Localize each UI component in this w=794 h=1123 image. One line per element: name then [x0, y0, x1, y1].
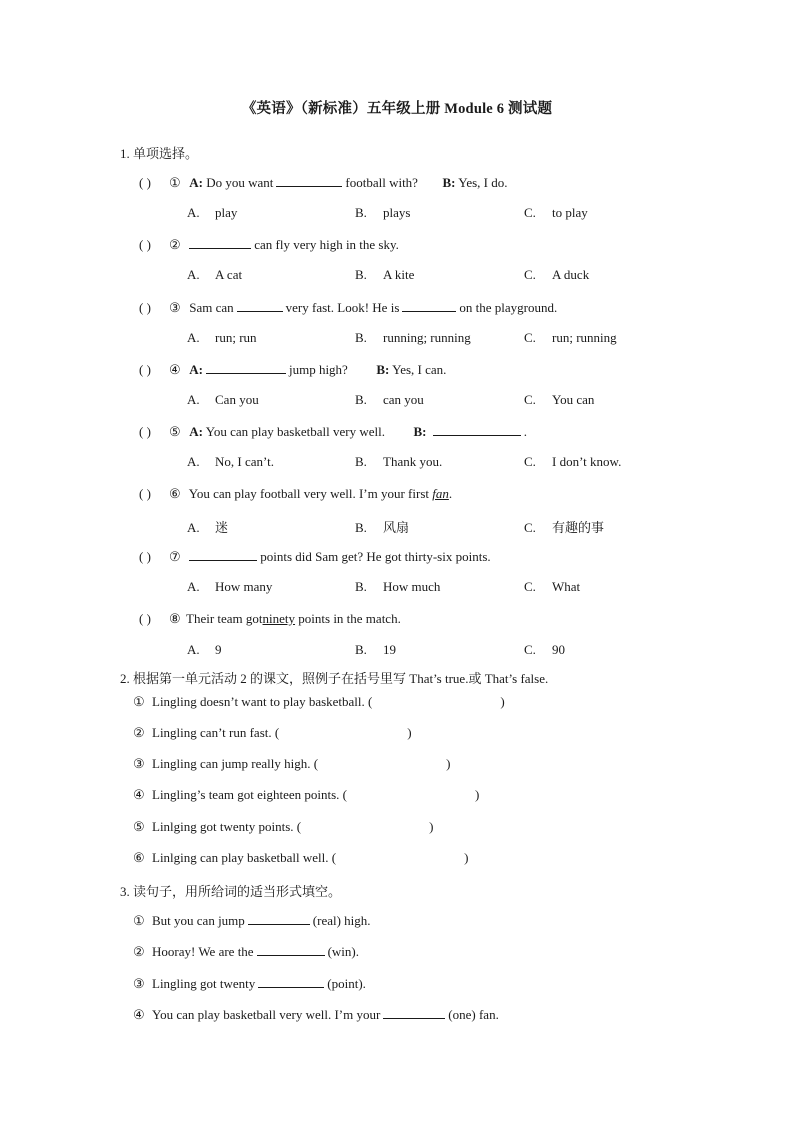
- option-letter: A.: [187, 642, 200, 657]
- speaker-b: B:: [442, 175, 456, 190]
- speaker-b: B:: [376, 362, 390, 377]
- fill-blank[interactable]: [383, 1006, 445, 1019]
- fill-blank[interactable]: [257, 943, 325, 956]
- option-letter: C.: [524, 520, 536, 535]
- item-text: Lingling can’t run fast. (: [152, 725, 280, 740]
- underlined-word: ninety: [262, 611, 296, 626]
- option-letter: B.: [355, 520, 367, 535]
- option-b[interactable]: [355, 205, 410, 221]
- fill-in-item-3: [133, 975, 366, 992]
- true-false-item-2: [133, 725, 412, 741]
- question-number: ⑧: [169, 611, 181, 626]
- option-letter: B.: [355, 205, 367, 220]
- true-false-item-6: [133, 850, 468, 866]
- option-text: Thank you.: [383, 454, 443, 469]
- speaker-a: A:: [189, 175, 203, 190]
- item-number: ④: [133, 787, 145, 802]
- option-c[interactable]: [524, 642, 565, 658]
- fill-blank[interactable]: [276, 174, 342, 187]
- option-letter: C.: [524, 392, 536, 407]
- question-text-mid: very fast. Look! He is: [285, 300, 400, 315]
- option-text: What: [552, 579, 581, 594]
- option-a[interactable]: [187, 392, 259, 408]
- fill-in-item-4: [133, 1006, 499, 1023]
- question-8: [139, 611, 401, 627]
- answer-paren[interactable]: ( ): [139, 237, 151, 252]
- item-text: Hooray! We are the: [152, 944, 254, 959]
- fill-in-item-1: [133, 912, 371, 929]
- option-text: play: [215, 205, 238, 220]
- true-false-item-3: [133, 756, 450, 772]
- question-text: Their team got: [186, 611, 263, 626]
- question-text: You can play football very well. I’m your first: [188, 486, 429, 501]
- fill-in-item-2: [133, 943, 359, 960]
- option-letter: A.: [187, 267, 200, 282]
- item-text: You can play basketball very well. I’m your: [152, 1007, 381, 1022]
- option-letter: C.: [524, 330, 536, 345]
- answer-paren[interactable]: ( ): [139, 300, 151, 315]
- item-text: But you can jump: [152, 913, 245, 928]
- option-letter: C.: [524, 267, 536, 282]
- true-false-item-4: [133, 787, 479, 803]
- question-5: [139, 423, 527, 440]
- item-close-paren: ): [407, 725, 412, 740]
- option-text: A cat: [215, 267, 243, 282]
- page-title: 《英语》（新标准）五年级上册 Module 6 测试题: [241, 101, 553, 117]
- item-text: Lingling got twenty: [152, 976, 256, 991]
- option-text: A duck: [552, 267, 590, 282]
- item-hint: (win).: [327, 944, 360, 959]
- option-b[interactable]: [355, 454, 442, 470]
- item-number: ①: [133, 694, 145, 709]
- answer-paren[interactable]: ( ): [139, 486, 151, 501]
- option-a[interactable]: [187, 642, 222, 658]
- question-text-end: football with?: [345, 175, 418, 190]
- option-c[interactable]: [524, 579, 580, 595]
- section-2-heading: 2. 根据第一单元活动 2 的课文，照例子在括号里写 That’s true.或 That’s false.: [120, 671, 549, 686]
- question-number: ④: [169, 362, 181, 377]
- item-close-paren: ): [474, 787, 480, 802]
- option-letter: A.: [187, 392, 200, 407]
- option-c[interactable]: [524, 454, 621, 470]
- item-number: ③: [133, 756, 145, 771]
- question-6: [139, 486, 452, 502]
- question-number: ⑥: [169, 486, 181, 501]
- true-false-item-1: [133, 694, 505, 710]
- option-text: run; running: [552, 330, 617, 345]
- option-c[interactable]: [524, 267, 589, 283]
- option-letter: A.: [187, 520, 200, 535]
- option-a[interactable]: [187, 330, 257, 346]
- option-text: 风扇: [383, 520, 410, 535]
- fill-blank[interactable]: [189, 236, 251, 249]
- option-a[interactable]: [187, 517, 228, 536]
- section-1-heading: 1. 单项选择。: [120, 146, 199, 161]
- answer-text: Yes, I do.: [458, 175, 508, 190]
- option-a[interactable]: [187, 267, 242, 283]
- question-number: ⑦: [169, 549, 181, 564]
- option-c[interactable]: [524, 330, 617, 346]
- option-letter: A.: [187, 454, 200, 469]
- option-letter: C.: [524, 454, 536, 469]
- option-text: can you: [383, 392, 424, 407]
- option-text: running; running: [383, 330, 471, 345]
- answer-text: .: [523, 424, 527, 439]
- item-close-paren: ): [500, 694, 505, 709]
- fill-blank[interactable]: [248, 912, 310, 925]
- option-text: 有趣的事: [552, 520, 605, 535]
- option-text: No, I can’t.: [215, 454, 274, 469]
- option-c[interactable]: [524, 392, 594, 408]
- question-3: [139, 299, 557, 316]
- item-close-paren: ): [464, 850, 469, 865]
- fill-blank[interactable]: [189, 548, 257, 561]
- option-a[interactable]: [187, 454, 274, 470]
- option-b[interactable]: [355, 330, 471, 346]
- option-text: to play: [552, 205, 588, 220]
- option-text: You can: [552, 392, 595, 407]
- option-letter: B.: [355, 579, 367, 594]
- question-text: Sam can: [189, 300, 234, 315]
- question-text-end: can fly very high in the sky.: [254, 237, 399, 252]
- question-4: [139, 361, 446, 378]
- item-number: ⑥: [133, 850, 145, 865]
- answer-paren[interactable]: ( ): [139, 362, 151, 377]
- option-letter: C.: [524, 642, 536, 657]
- option-text: How much: [383, 579, 441, 594]
- question-text-end: on the playground.: [459, 300, 558, 315]
- option-b[interactable]: [355, 392, 424, 408]
- question-7: [139, 548, 491, 565]
- answer-paren[interactable]: ( ): [139, 175, 151, 190]
- option-b[interactable]: [355, 267, 414, 283]
- item-number: ③: [133, 976, 145, 991]
- option-b[interactable]: [355, 517, 409, 536]
- fill-blank[interactable]: [258, 975, 324, 988]
- speaker-a: A:: [189, 362, 203, 377]
- question-text: You can play basketball very well.: [205, 424, 385, 439]
- option-a[interactable]: [187, 205, 237, 221]
- question-text-end: points did Sam get? He got thirty-six points.: [260, 549, 491, 564]
- option-letter: A.: [187, 205, 200, 220]
- question-text-end: points in the match.: [298, 611, 401, 626]
- item-text: Lingling doesn’t want to play basketball. (: [152, 694, 373, 709]
- option-text: A kite: [383, 267, 415, 282]
- item-hint: (one) fan.: [448, 1007, 499, 1022]
- question-number: ①: [169, 175, 181, 190]
- option-b[interactable]: [355, 579, 440, 595]
- option-c[interactable]: [524, 517, 604, 536]
- option-letter: B.: [355, 392, 367, 407]
- answer-paren[interactable]: ( ): [139, 611, 151, 626]
- option-letter: A.: [187, 330, 200, 345]
- option-text: How many: [215, 579, 273, 594]
- fill-blank[interactable]: [237, 299, 283, 312]
- item-number: ⑤: [133, 819, 145, 834]
- question-number: ⑤: [169, 424, 181, 439]
- answer-paren[interactable]: ( ): [139, 549, 151, 564]
- fill-blank[interactable]: [402, 299, 456, 312]
- item-number: ①: [133, 913, 145, 928]
- item-hint: (point).: [327, 976, 366, 991]
- option-text: 90: [552, 642, 565, 657]
- option-a[interactable]: [187, 579, 272, 595]
- option-letter: C.: [524, 205, 536, 220]
- question-2: [139, 236, 399, 253]
- option-letter: A.: [187, 579, 200, 594]
- item-text: Lingling’s team got eighteen points. (: [152, 787, 347, 802]
- item-close-paren: ): [429, 819, 434, 834]
- option-text: Can you: [215, 392, 259, 407]
- option-letter: B.: [355, 454, 367, 469]
- option-text: 19: [383, 642, 396, 657]
- answer-paren[interactable]: ( ): [139, 424, 151, 439]
- speaker-a: A:: [189, 424, 203, 439]
- option-letter: C.: [524, 579, 536, 594]
- question-text-end: .: [448, 486, 453, 501]
- option-text: 9: [215, 642, 222, 657]
- question-text: Do you want: [206, 175, 274, 190]
- item-text: Linlging can play basketball well. (: [152, 850, 337, 865]
- item-hint: (real) high.: [312, 913, 371, 928]
- item-text: Linlging got twenty points. (: [152, 819, 302, 834]
- speaker-b: B:: [413, 424, 427, 439]
- option-letter: B.: [355, 267, 367, 282]
- fill-blank[interactable]: [206, 361, 286, 374]
- option-text: plays: [383, 205, 411, 220]
- question-1: [139, 174, 508, 191]
- question-number: ②: [169, 237, 181, 252]
- answer-text: Yes, I can.: [392, 362, 447, 377]
- item-text: Lingling can jump really high. (: [152, 756, 319, 771]
- item-number: ④: [133, 1007, 145, 1022]
- option-text: 迷: [215, 520, 229, 535]
- item-number: ②: [133, 944, 145, 959]
- question-number: ③: [169, 300, 181, 315]
- true-false-item-5: [133, 819, 433, 835]
- option-b[interactable]: [355, 642, 396, 658]
- option-text: run; run: [215, 330, 257, 345]
- option-text: I don’t know.: [552, 454, 622, 469]
- fill-blank[interactable]: [433, 423, 521, 436]
- item-close-paren: ): [446, 756, 451, 771]
- question-text-end: jump high?: [288, 362, 348, 377]
- underlined-word: fan: [432, 486, 449, 501]
- item-number: ②: [133, 725, 145, 740]
- option-letter: B.: [355, 642, 367, 657]
- section-3-heading: 3. 读句子，用所给词的适当形式填空。: [120, 884, 342, 899]
- option-c[interactable]: [524, 205, 588, 221]
- option-letter: B.: [355, 330, 367, 345]
